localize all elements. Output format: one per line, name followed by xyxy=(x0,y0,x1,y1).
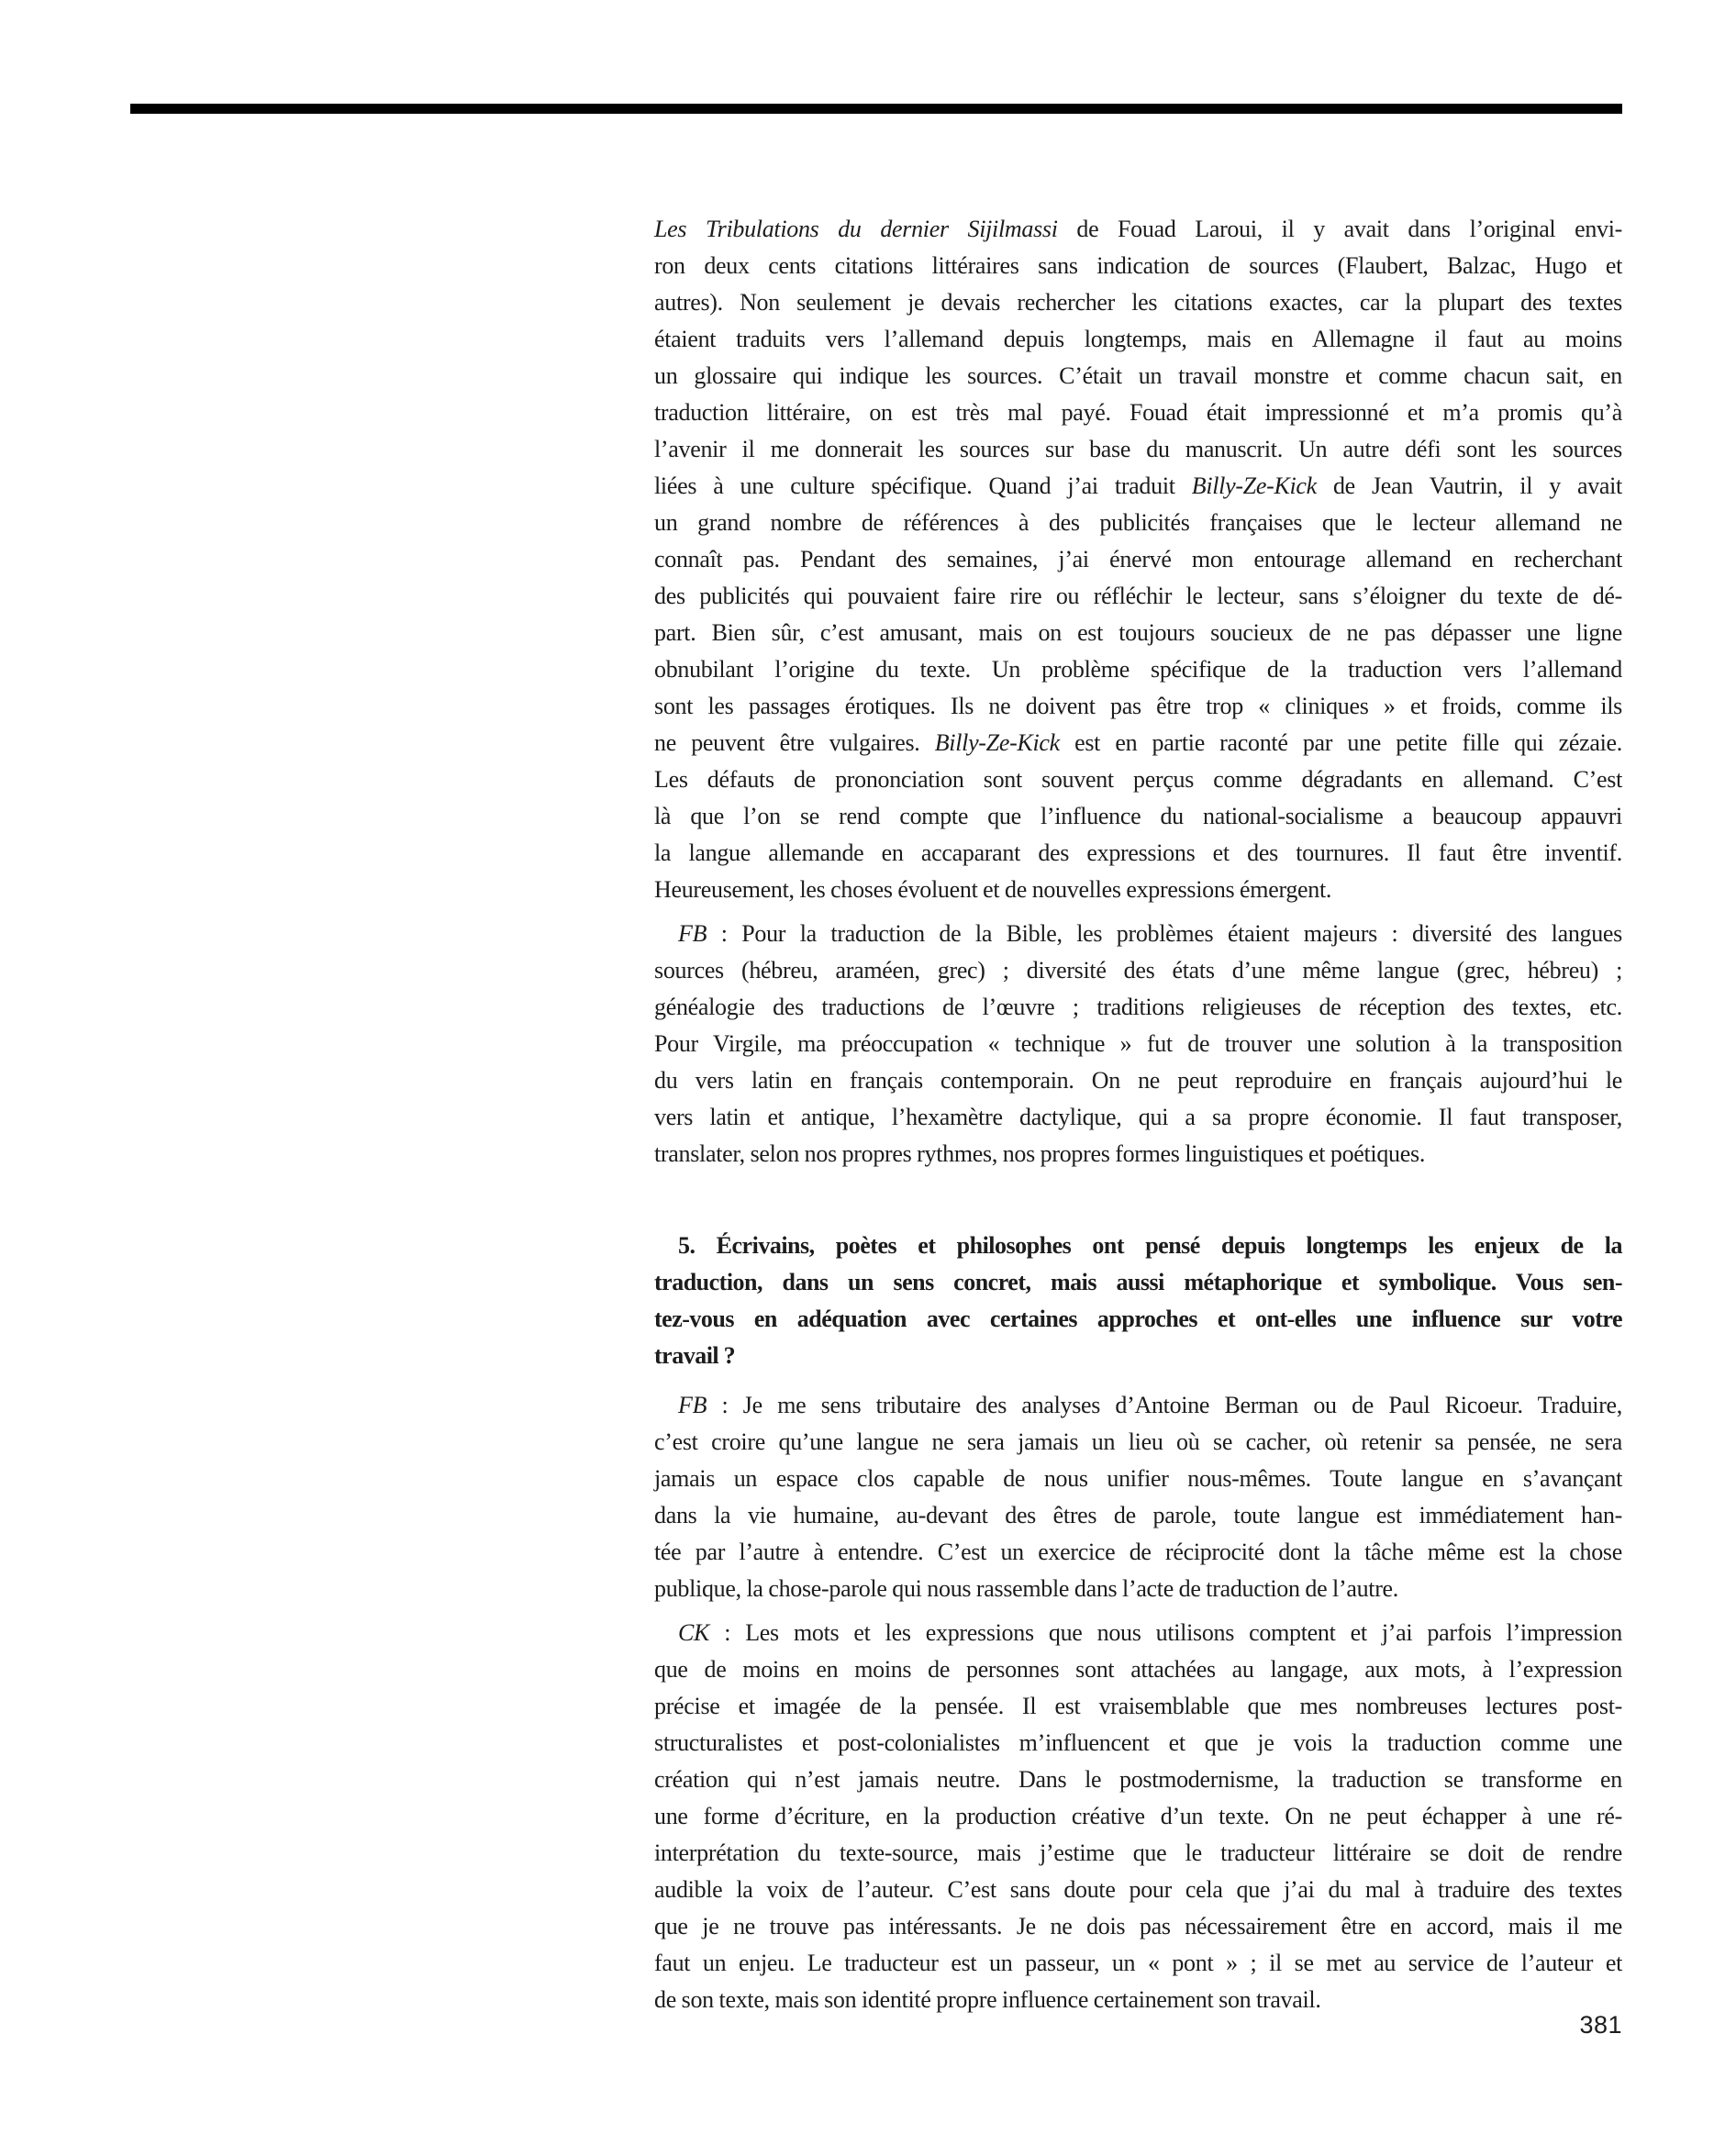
text-line: une forme d’écriture, en la production créative d’un texte. On ne peut échapper à une ré- xyxy=(654,1803,1622,1829)
text-line: connaît pas. Pendant des semaines, j’ai énervé mon entourage allemand en recherchant xyxy=(654,546,1622,572)
text-line: que je ne trouve pas intéressants. Je ne dois pas nécessairement être en accord, mais il me xyxy=(654,1913,1622,1939)
italic-text: Billy-Ze-Kick xyxy=(934,729,1060,756)
text-line: translater, selon nos propres rythmes, nos propres formes linguistiques et poétiques. xyxy=(654,1140,1426,1167)
text-line: faut un enjeu. Le traducteur est un passeur, un « pont » ; il se met au service de l’auteur et xyxy=(654,1950,1622,1976)
italic-text: FB xyxy=(678,1392,707,1418)
text-line: ron deux cents citations littéraires sans indication de sources (Flaubert, Balzac, Hugo et xyxy=(654,252,1622,279)
text-line: un grand nombre de références à des publicités françaises que le lecteur allemand ne xyxy=(654,509,1622,536)
text-line: structuralistes et post-colonialistes m’influencent et que je vois la traduction comme une xyxy=(654,1729,1622,1756)
text-line: précise et imagée de la pensée. Il est vraisemblable que mes nombreuses lectures post- xyxy=(654,1693,1622,1719)
text-line: Les défauts de prononciation sont souvent perçus comme dégradants en allemand. C’est xyxy=(654,766,1622,793)
text-line: que de moins en moins de personnes sont attachées au langage, aux mots, à l’expression xyxy=(654,1656,1622,1683)
text-line: dans la vie humaine, au-devant des êtres de parole, toute langue est immédiatement han- xyxy=(654,1502,1622,1528)
text-line: un glossaire qui indique les sources. C’était un travail monstre et comme chacun sait, en xyxy=(654,362,1622,389)
text-line: travail ? xyxy=(654,1342,736,1369)
text-line: Les Tribulations du dernier Sijilmassi de Fouad Laroui, il y avait dans l’original envi- xyxy=(654,216,1622,242)
text-line: part. Bien sûr, c’est amusant, mais on est toujours soucieux de ne pas dépasser une ligne xyxy=(654,619,1622,646)
text-line: autres). Non seulement je devais rechercher les citations exactes, car la plupart des textes xyxy=(654,289,1622,316)
text-line: tez-vous en adéquation avec certaines approches et ont-elles une influence sur votre xyxy=(654,1306,1622,1332)
text-line: vers latin et antique, l’hexamètre dactylique, qui a sa propre économie. Il faut transposer, xyxy=(654,1104,1622,1130)
top-rule xyxy=(130,104,1622,114)
text-line: sources (hébreu, araméen, grec) ; diversité des états d’une même langue (grec, hébreu) ; xyxy=(654,957,1622,984)
body-paragraph xyxy=(654,1387,1622,1607)
text-line: publique, la chose-parole qui nous rassemble dans l’acte de traduction de l’autre. xyxy=(654,1575,1398,1602)
text-line: la langue allemande en accaparant des expressions et des tournures. Il faut être inventif. xyxy=(654,839,1622,866)
text-line: traduction, dans un sens concret, mais aussi métaphorique et symbolique. Vous sen- xyxy=(654,1269,1622,1295)
body-paragraph xyxy=(654,1615,1622,2018)
text-line: CK : Les mots et les expressions que nous utilisons comptent et j’ai parfois l’impression xyxy=(678,1619,1622,1646)
text-line: audible la voix de l’auteur. C’est sans doute pour cela que j’ai du mal à traduire des textes xyxy=(654,1876,1622,1903)
page-number: 381 xyxy=(1579,2011,1622,2039)
italic-text: Billy-Ze-Kick xyxy=(1191,472,1317,499)
text-line: FB : Je me sens tributaire des analyses d’Antoine Berman ou de Paul Ricoeur. Traduire, xyxy=(678,1392,1622,1418)
text-line: Heureusement, les choses évoluent et de nouvelles expressions émergent. xyxy=(654,876,1332,903)
text-line: de son texte, mais son identité propre influence certainement son travail. xyxy=(654,1986,1321,2013)
body-paragraph xyxy=(654,211,1622,908)
text-line: l’avenir il me donnerait les sources sur base du manuscrit. Un autre défi sont les sources xyxy=(654,436,1622,462)
text-line: obnubilant l’origine du texte. Un problème spécifique de la traduction vers l’allemand xyxy=(654,656,1622,683)
text-line: Pour Virgile, ma préoccupation « technique » fut de trouver une solution à la transposition xyxy=(654,1030,1622,1057)
text-line: des publicités qui pouvaient faire rire ou réfléchir le lecteur, sans s’éloigner du texte de dé- xyxy=(654,583,1622,609)
question-paragraph xyxy=(654,1228,1622,1374)
text-line: 5. Écrivains, poètes et philosophes ont pensé depuis longtemps les enjeux de la xyxy=(678,1232,1622,1259)
text-line: sont les passages érotiques. Ils ne doivent pas être trop « cliniques » et froids, comme ils xyxy=(654,693,1622,719)
italic-text: Les Tribulations du dernier Sijilmassi xyxy=(654,216,1058,242)
text-line: jamais un espace clos capable de nous unifier nous-mêmes. Toute langue en s’avançant xyxy=(654,1465,1622,1492)
text-line: ne peuvent être vulgaires. Billy-Ze-Kick est en partie raconté par une petite fille qui zézaie. xyxy=(654,729,1622,756)
text-line: c’est croire qu’une langue ne sera jamais un lieu où se cacher, où retenir sa pensée, ne sera xyxy=(654,1428,1622,1455)
italic-text: FB xyxy=(678,920,707,947)
text-line: interprétation du texte-source, mais j’estime que le traducteur littéraire se doit de rendre xyxy=(654,1839,1622,1866)
text-line: étaient traduits vers l’allemand depuis longtemps, mais en Allemagne il faut au moins xyxy=(654,326,1622,352)
text-line: création qui n’est jamais neutre. Dans le postmodernisme, la traduction se transforme en xyxy=(654,1766,1622,1793)
text-line: tée par l’autre à entendre. C’est un exercice de réciprocité dont la tâche même est la chose xyxy=(654,1539,1622,1565)
text-line: traduction littéraire, on est très mal payé. Fouad était impressionné et m’a promis qu’à xyxy=(654,399,1622,426)
text-column xyxy=(654,211,1622,2018)
body-paragraph xyxy=(654,916,1622,1172)
text-line: du vers latin en français contemporain. On ne peut reproduire en français aujourd’hui le xyxy=(654,1067,1622,1094)
italic-text: CK xyxy=(678,1619,710,1646)
text-line: là que l’on se rend compte que l’influence du national-socialisme a beaucoup appauvri xyxy=(654,803,1622,829)
text-line: FB : Pour la traduction de la Bible, les problèmes étaient majeurs : diversité des langues xyxy=(678,920,1622,947)
text-line: généalogie des traductions de l’œuvre ; traditions religieuses de réception des textes, etc. xyxy=(654,994,1622,1020)
text-line: liées à une culture spécifique. Quand j’ai traduit Billy-Ze-Kick de Jean Vautrin, il y avait xyxy=(654,472,1622,499)
